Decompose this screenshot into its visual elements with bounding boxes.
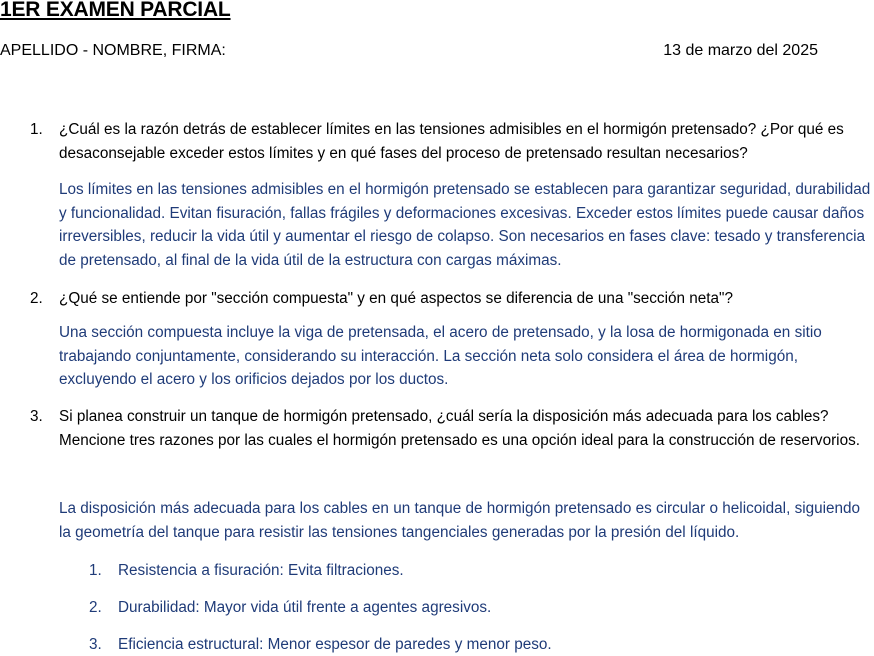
reason-number: 2.: [89, 599, 102, 616]
answer-3: La disposición más adecuada para los cables en un tanque de hormigón pretensado es circular o helicoidal, siguiendo la geometría del tanque para resistir las tensiones tangenciales generadas por la presión del líquido.: [59, 500, 861, 541]
name-signature-label: APELLIDO - NOMBRE, FIRMA:: [0, 42, 226, 59]
question-number: 1.: [30, 121, 43, 138]
question-2: [0, 287, 874, 311]
exam-title: 1ER EXAMEN PARCIAL: [0, 0, 231, 21]
question-number: 2.: [30, 290, 43, 307]
reason-text: Eficiencia estructural: Menor espesor de paredes y menor peso.: [118, 636, 552, 653]
answer-1: Los límites en las tensiones admisibles en el hormigón pretensado se establecen para garantizar seguridad, durabilidad y funcionalidad. Evitan fisuración, fallas frágiles y deformaciones excesivas. Exceder estos límites puede causar daños irreversibles, reducir la vida útil y aumentar el riesgo de colapso. Son necesarios en fases clave: tesado y transferencia de pretensado, al final de la vida útil de la estructura con cargas máximas.: [59, 181, 871, 269]
reason-text: Durabilidad: Mayor vida útil frente a agentes agresivos.: [118, 599, 492, 616]
question-1: [0, 118, 874, 166]
answer-2: Una sección compuesta incluye la viga de pretensada, el acero de pretensado, y la losa de hormigonada en sitio trabajando conjuntamente, considerando su interacción. La sección neta solo considera el área de hormigón, excluyendo el acero y los orificios dejados por los ductos.: [59, 324, 822, 388]
question-text: Si planea construir un tanque de hormigón pretensado, ¿cuál sería la disposición más adecuada para los cables? Mencione tres razones por las cuales el hormigón pretensado es una opción ideal para la construcción de reservorios.: [59, 408, 860, 449]
question-text: ¿Cuál es la razón detrás de establecer límites en las tensiones admisibles en el hormigón pretensado? ¿Por qué es desaconsejable exceder estos límites y en qué fases del proceso de pretensado resultan necesarios?: [59, 121, 844, 162]
question-3: [0, 405, 874, 453]
reason-text: Resistencia a fisuración: Evita filtraciones.: [118, 562, 404, 579]
reason-number: 3.: [89, 636, 102, 653]
exam-date: 13 de marzo del 2025: [663, 42, 818, 59]
question-number: 3.: [30, 408, 43, 425]
header-row: [0, 42, 818, 60]
question-text: ¿Qué se entiende por "sección compuesta" y en qué aspectos se diferencia de una "sección neta"?: [59, 290, 733, 307]
reason-number: 1.: [89, 562, 102, 579]
